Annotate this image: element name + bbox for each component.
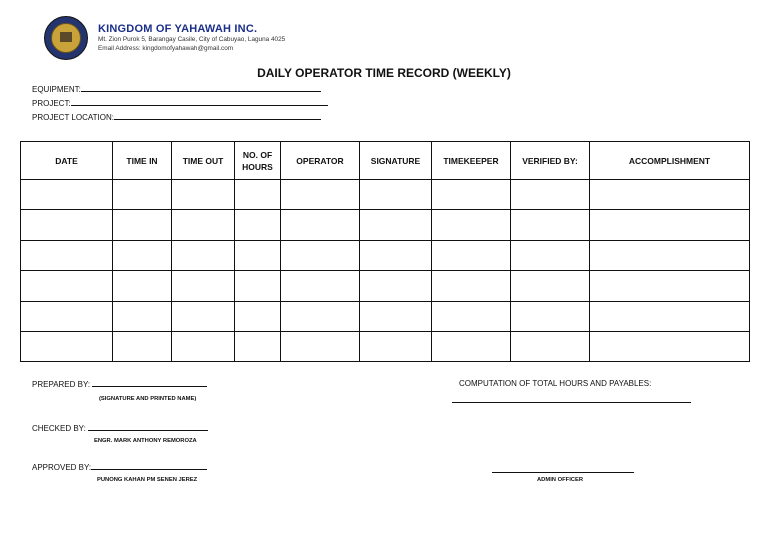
project-location-label: PROJECT LOCATION: — [32, 113, 114, 122]
seal-logo-icon — [51, 23, 81, 53]
table-cell[interactable] — [21, 331, 113, 361]
column-header-time-in: TIME IN — [113, 142, 172, 180]
table-cell[interactable] — [235, 180, 281, 210]
column-header-accomplishment: ACCOMPLISHMENT — [590, 142, 750, 180]
table-cell[interactable] — [432, 271, 511, 301]
table-cell[interactable] — [360, 331, 432, 361]
table-cell[interactable] — [511, 210, 590, 240]
table-row — [21, 331, 750, 361]
table-cell[interactable] — [113, 331, 172, 361]
table-row — [21, 210, 750, 240]
prepared-by-label: PREPARED BY: — [32, 380, 91, 389]
approved-by-blank-line[interactable] — [91, 462, 207, 470]
building-emblem-icon — [60, 32, 72, 42]
company-email: Email Address: kingdomofyahawah@gmail.com — [98, 45, 234, 52]
table-cell[interactable] — [511, 331, 590, 361]
table-cell[interactable] — [360, 240, 432, 270]
table-row — [21, 180, 750, 210]
table-cell[interactable] — [113, 271, 172, 301]
table-cell[interactable] — [21, 271, 113, 301]
time-record-table — [20, 141, 750, 362]
table-cell[interactable] — [21, 301, 113, 331]
table-cell[interactable] — [172, 271, 235, 301]
column-header-date: DATE — [21, 142, 113, 180]
table-cell[interactable] — [21, 180, 113, 210]
table-cell[interactable] — [590, 301, 750, 331]
column-header-verified-by: VERIFIED BY: — [511, 142, 590, 180]
table-cell[interactable] — [172, 331, 235, 361]
document-title: DAILY OPERATOR TIME RECORD (WEEKLY) — [257, 66, 511, 80]
table-cell[interactable] — [235, 331, 281, 361]
approved-by-field[interactable] — [32, 462, 207, 472]
table-cell[interactable] — [511, 240, 590, 270]
equipment-label: EQUIPMENT: — [32, 85, 81, 94]
table-cell[interactable] — [281, 301, 360, 331]
table-cell[interactable] — [113, 240, 172, 270]
table-cell[interactable] — [21, 210, 113, 240]
table-cell[interactable] — [511, 301, 590, 331]
table-cell[interactable] — [172, 180, 235, 210]
table-cell[interactable] — [511, 271, 590, 301]
admin-officer-label: ADMIN OFFICER — [537, 477, 584, 483]
table-cell[interactable] — [235, 301, 281, 331]
table-cell[interactable] — [590, 331, 750, 361]
table-cell[interactable] — [281, 271, 360, 301]
prepared-by-field[interactable] — [32, 379, 207, 389]
table-cell[interactable] — [235, 240, 281, 270]
table-cell[interactable] — [21, 240, 113, 270]
approved-by-label: APPROVED BY: — [32, 463, 92, 472]
checked-by-blank-line[interactable] — [88, 423, 208, 431]
table-cell[interactable] — [511, 180, 590, 210]
checked-by-field[interactable] — [32, 423, 208, 433]
table-cell[interactable] — [432, 180, 511, 210]
checked-by-label: CHECKED BY: — [32, 424, 86, 433]
table-cell[interactable] — [432, 301, 511, 331]
table-cell[interactable] — [432, 210, 511, 240]
table-cell[interactable] — [172, 301, 235, 331]
approved-by-name: PUNONG KAHAN PM SENEN JEREZ — [97, 477, 198, 483]
project-field[interactable] — [32, 98, 328, 108]
column-header-signature: SIGNATURE — [360, 142, 432, 180]
table-cell[interactable] — [590, 240, 750, 270]
table-cell[interactable] — [172, 210, 235, 240]
column-header-time-out: TIME OUT — [172, 142, 235, 180]
table-cell[interactable] — [360, 271, 432, 301]
table-cell[interactable] — [281, 240, 360, 270]
column-header-operator: OPERATOR — [281, 142, 360, 180]
table-cell[interactable] — [281, 180, 360, 210]
company-logo-icon — [44, 16, 88, 60]
table-cell[interactable] — [590, 210, 750, 240]
equipment-blank-line[interactable] — [81, 84, 321, 92]
table-row — [21, 301, 750, 331]
table-cell[interactable] — [172, 240, 235, 270]
company-address: Mt. Zion Purok 5, Barangay Casile, City of Cabuyao, Laguna 4025 — [98, 36, 286, 43]
checked-by-name: ENGR. MARK ANTHONY REMOROZA — [94, 438, 197, 444]
table-cell[interactable] — [235, 271, 281, 301]
prepared-by-blank-line[interactable] — [92, 379, 207, 387]
table-row — [21, 271, 750, 301]
table-cell[interactable] — [432, 331, 511, 361]
table-cell[interactable] — [590, 180, 750, 210]
project-label: PROJECT: — [32, 99, 71, 108]
table-cell[interactable] — [281, 331, 360, 361]
table-cell[interactable] — [281, 210, 360, 240]
computation-blank-line[interactable] — [452, 402, 691, 403]
prepared-by-note: (SIGNATURE AND PRINTED NAME) — [99, 396, 197, 402]
table-body — [21, 180, 750, 362]
table-cell[interactable] — [360, 301, 432, 331]
column-header-no-of-hours: NO. OF HOURS — [235, 142, 281, 180]
table-cell[interactable] — [590, 271, 750, 301]
table-cell[interactable] — [113, 210, 172, 240]
company-name: KINGDOM OF YAHAWAH INC. — [98, 23, 258, 35]
table-row — [21, 240, 750, 270]
table-cell[interactable] — [113, 180, 172, 210]
table-cell[interactable] — [432, 240, 511, 270]
equipment-field[interactable] — [32, 84, 321, 94]
computation-label: COMPUTATION OF TOTAL HOURS AND PAYABLES: — [459, 379, 652, 388]
table-cell[interactable] — [360, 210, 432, 240]
table-cell[interactable] — [360, 180, 432, 210]
table-header-row — [21, 142, 750, 180]
admin-officer-signature-line[interactable] — [492, 472, 634, 473]
table-cell[interactable] — [113, 301, 172, 331]
column-header-timekeeper: TIMEKEEPER — [432, 142, 511, 180]
project-location-field[interactable] — [32, 112, 321, 122]
project-blank-line[interactable] — [71, 98, 328, 106]
project-location-blank-line[interactable] — [114, 112, 321, 120]
table-cell[interactable] — [235, 210, 281, 240]
